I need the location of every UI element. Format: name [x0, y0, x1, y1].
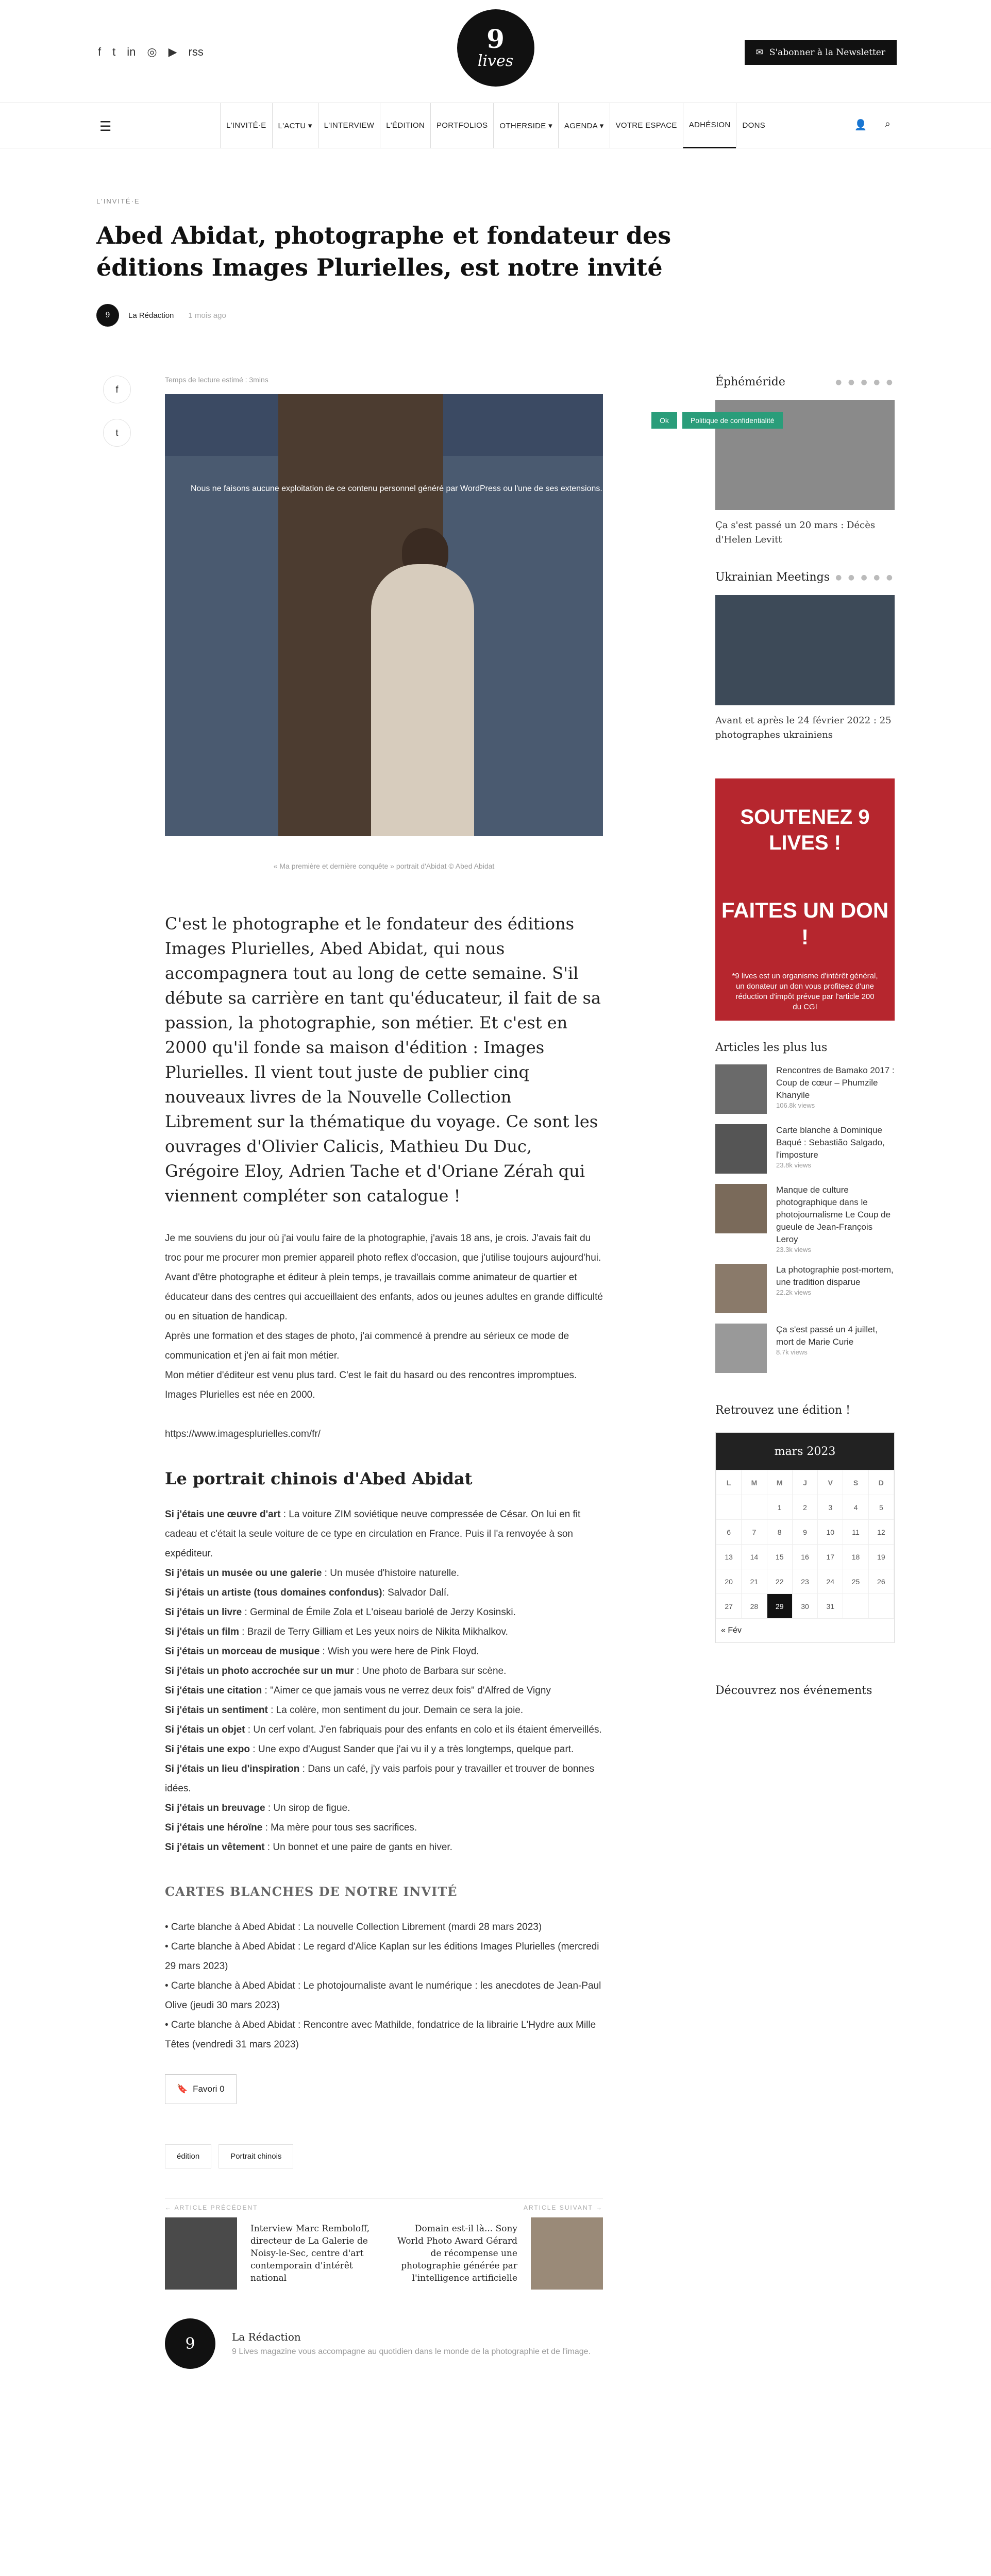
portrait-item: Si j'étais un film : Brazil de Terry Gilliam et Les yeux noirs de Nikita Mikhalkov. — [165, 1626, 508, 1637]
calendar-day — [868, 1594, 894, 1619]
list-item[interactable] — [715, 1184, 895, 1253]
donate-cta: FAITES UN DON ! — [721, 898, 889, 949]
instagram-icon[interactable]: ◎ — [147, 45, 157, 58]
linkedin-icon[interactable]: in — [127, 45, 136, 58]
social-links — [98, 45, 204, 59]
calendar-day — [742, 1495, 767, 1520]
reading-time: Temps de lecture estimé : 3mins — [165, 376, 268, 384]
calendar-day — [843, 1594, 868, 1619]
nav-item[interactable]: L'INTERVIEW — [318, 103, 380, 148]
nav-item[interactable]: AGENDA ▾ — [558, 103, 610, 148]
calendar-day[interactable]: 24 — [818, 1569, 843, 1594]
paragraph: Mon métier d'éditeur est venu plus tard. C'est le fait du hasard ou des rencontres impromptues. — [165, 1370, 577, 1381]
portrait-label: Si j'étais un musée ou une galerie — [165, 1568, 322, 1579]
calendar-day[interactable]: 28 — [742, 1594, 767, 1619]
slider-dots[interactable]: ● ● ● ● ● — [835, 378, 895, 386]
view-count: 106.8k views — [776, 1101, 815, 1109]
nav-item[interactable]: L'ACTU ▾ — [272, 103, 318, 148]
view-count: 8.7k views — [776, 1348, 808, 1356]
paragraph: Après une formation et des stages de photo, j'ai commencé à prendre au sérieux ce mode de communication et j'en ai fait mon métier. — [165, 1331, 569, 1361]
calendar-day[interactable]: 20 — [716, 1569, 742, 1594]
article-lead: C'est le photographe et le fondateur des éditions Images Plurielles, Abed Abidat, qui nous accompagnera tout au long de cette semaine. S'il débute sa carrière en tant qu'éducateur, il fait de sa passion, la photographie, son métier. Et c'est en 2000 qu'il fonde sa maison d'édition : Images Plurielles. Il vient tout juste de publier cinq nouveaux livres de la Nouvelle Collection Librement sur la thématique du voyage. Ce sont les ouvrages d'Olivier Calicis, Mathieu Du Duc, Grégoire Eloy, Adrien Tache et d'Oriane Zérah qui viennent compléter son catalogue ! — [165, 914, 601, 1206]
calendar-grid — [716, 1470, 894, 1619]
menu-icon[interactable]: ☰ — [99, 118, 112, 134]
calendar-day[interactable]: 31 — [818, 1594, 843, 1619]
calendar-weekday: V — [818, 1470, 843, 1495]
featured-image — [165, 394, 603, 836]
popular-thumb[interactable] — [715, 1264, 767, 1313]
calendar-day[interactable]: 11 — [843, 1520, 868, 1545]
portrait-item: Si j'étais une citation : "Aimer ce que jamais vous ne verrez deux fois" d'Alfred de Vigny — [165, 1685, 551, 1696]
youtube-icon[interactable]: ▶ — [168, 45, 177, 58]
newsletter-button[interactable] — [745, 40, 897, 65]
calendar-month: mars 2023 — [716, 1433, 894, 1470]
calendar-day[interactable]: 12 — [868, 1520, 894, 1545]
calendar-day[interactable]: 27 — [716, 1594, 742, 1619]
ukrainian-caption[interactable]: Avant et après le 24 février 2022 : 25 photographes ukrainiens — [715, 715, 892, 740]
search-icon[interactable]: ⌕ — [884, 118, 891, 130]
bookmark-icon: 🔖 — [177, 2084, 188, 2094]
privacy-policy-button[interactable]: Politique de confidentialité — [682, 412, 783, 429]
paragraph: Je me souviens du jour où j'ai voulu faire de la photographie, j'avais 18 ans, je crois. J'avais fait du troc pour me procurer mon premier appareil photo reflex d'occasion, que j'utilise toujours aujourd'hui. — [165, 1233, 601, 1263]
view-count: 23.3k views — [776, 1246, 811, 1253]
portrait-item: Si j'étais une œuvre d'art : La voiture ZIM soviétique neuve compressée de César. On lui en fit cadeau et c'était la seule voiture de ce type en circulation en France. Puis il l'a renvoyée à son expéditeur. — [165, 1509, 581, 1559]
favorite-label: Favori 0 — [193, 2084, 225, 2094]
list-item[interactable] — [715, 1264, 895, 1313]
portrait-label: Si j'étais un photo accrochée sur un mur — [165, 1666, 354, 1676]
calendar-day[interactable]: 25 — [843, 1569, 868, 1594]
donate-banner[interactable] — [715, 778, 895, 1021]
calendar-day[interactable]: 10 — [818, 1520, 843, 1545]
view-count: 23.8k views — [776, 1161, 811, 1169]
tag-list — [165, 2144, 603, 2168]
portrait-label: Si j'étais un artiste (tous domaines confondus) — [165, 1587, 382, 1598]
article-category[interactable]: L'INVITÉ·E — [96, 197, 140, 205]
popular-title: Articles les plus lus — [715, 1041, 828, 1054]
calendar-day[interactable]: 29 — [767, 1594, 792, 1619]
twitter-share-icon[interactable]: t — [103, 419, 131, 447]
calendar-day[interactable]: 14 — [742, 1545, 767, 1569]
calendar-day[interactable]: 3 — [818, 1495, 843, 1520]
calendar-day[interactable]: 6 — [716, 1520, 742, 1545]
calendar-day — [716, 1495, 742, 1520]
popular-thumb[interactable] — [715, 1064, 767, 1114]
calendar-day[interactable]: 13 — [716, 1545, 742, 1569]
portrait-heading: Le portrait chinois d'Abed Abidat — [165, 1469, 473, 1488]
calendar-day[interactable]: 23 — [792, 1569, 817, 1594]
portrait-label: Si j'étais un vêtement — [165, 1842, 265, 1853]
popular-title-link[interactable]: Ça s'est passé un 4 juillet, mort de Marie Curie — [776, 1325, 878, 1347]
facebook-icon[interactable]: f — [98, 45, 102, 58]
tag[interactable]: édition — [165, 2144, 211, 2168]
widget-title — [715, 376, 895, 388]
ephemeride-caption[interactable]: Ça s'est passé un 20 mars : Décès d'Helen Levitt — [715, 520, 876, 545]
author-name[interactable]: La Rédaction — [128, 311, 174, 320]
calendar-day[interactable]: 22 — [767, 1569, 792, 1594]
calendar-day[interactable]: 8 — [767, 1520, 792, 1545]
portrait-label: Si j'étais une héroïne — [165, 1822, 263, 1833]
popular-title-link[interactable]: Rencontres de Bamako 2017 : Coup de cœur – Phumzile Khanyile — [776, 1065, 895, 1100]
calendar-day[interactable]: 21 — [742, 1569, 767, 1594]
portrait-label: Si j'étais une œuvre d'art — [165, 1509, 281, 1520]
nav-item[interactable]: PORTFOLIOS — [430, 103, 493, 148]
portrait-label: Si j'étais un lieu d'inspiration — [165, 1764, 300, 1774]
portrait-item: Si j'étais une héroïne : Ma mère pour tous ses sacrifices. — [165, 1822, 417, 1833]
next-label: ARTICLE SUIVANT → — [523, 2204, 603, 2211]
external-link[interactable]: https://www.imagesplurielles.com/fr/ — [165, 1429, 321, 1439]
portrait-item: Si j'étais un musée ou une galerie : Un musée d'histoire naturelle. — [165, 1568, 459, 1579]
calendar-day[interactable]: 30 — [792, 1594, 817, 1619]
carte-link[interactable]: • Carte blanche à Abed Abidat : Rencontre avec Mathilde, fondatrice de la librairie L'Hydre aux Mille Têtes (vendredi 31 mars 2023) — [165, 2020, 596, 2050]
paragraph: Avant d'être photographe et éditeur à plein temps, je travaillais comme animateur de quartier et éducateur dans des centres qui accueillaient des enfants, ados ou jeunes adultes en grande difficulté ou en situation de handicap. — [165, 1272, 603, 1322]
next-post[interactable] — [392, 2217, 603, 2290]
facebook-share-icon[interactable]: f — [103, 376, 131, 403]
edition-title: Retrouvez une édition ! — [715, 1404, 851, 1417]
logo-number: 9 — [486, 23, 505, 54]
list-item[interactable] — [715, 1124, 895, 1174]
calendar-day[interactable]: 26 — [868, 1569, 894, 1594]
portrait-item: Si j'étais une expo : Une expo d'August Sander que j'ai vu il y a très longtemps, quelque part. — [165, 1744, 574, 1755]
portrait-label: Si j'étais un livre — [165, 1607, 242, 1618]
nav-item[interactable]: L'INVITÉ·E — [220, 103, 272, 148]
portrait-label: Si j'étais un film — [165, 1626, 239, 1637]
portrait-item: Si j'étais un objet : Un cerf volant. J'en fabriquais pour des enfants en colo et ils étaient émerveillés. — [165, 1724, 602, 1735]
portrait-item: Si j'étais un morceau de musique : Wish you were here de Pink Floyd. — [165, 1646, 479, 1657]
nav-item[interactable]: OTHERSIDE ▾ — [493, 103, 558, 148]
privacy-notice: Nous ne faisons aucune exploitation de ce contenu personnel généré par WordPress ou l'une de ses extensions. — [191, 484, 602, 493]
share-buttons — [103, 376, 131, 447]
list-item[interactable] — [715, 1064, 895, 1114]
nav-item[interactable]: ADHÉSION — [683, 103, 736, 148]
author-avatar[interactable]: 9 — [165, 2318, 215, 2369]
user-icon[interactable]: 👤 — [854, 120, 867, 131]
ephemeride-title: Éphéméride — [715, 376, 785, 388]
author-box — [165, 2318, 603, 2369]
calendar-day[interactable]: 7 — [742, 1520, 767, 1545]
calendar-day[interactable]: 4 — [843, 1495, 868, 1520]
donate-note: *9 lives est un organisme d'intérêt général, un donateur un don vous profiteez d'une réduction d'impôt prévue par l'article 200 du CGI — [732, 972, 878, 1011]
main-nav — [0, 103, 991, 148]
popular-thumb[interactable] — [715, 1324, 767, 1373]
calendar-day[interactable]: 9 — [792, 1520, 817, 1545]
calendar-weekday: D — [868, 1470, 894, 1495]
calendar-weekday: M — [767, 1470, 792, 1495]
portrait-label: Si j'étais une citation — [165, 1685, 262, 1696]
ukrainian-image[interactable] — [715, 595, 895, 705]
rss-icon[interactable]: rss — [188, 45, 204, 58]
post-navigation — [165, 2198, 603, 2290]
prev-title[interactable]: Interview Marc Remboloff, directeur de La Galerie de Noisy-le-Sec, centre d'art contemporain d'intérêt national — [250, 2224, 369, 2283]
cookie-ok-button[interactable]: Ok — [651, 412, 677, 429]
carte-link[interactable]: • Carte blanche à Abed Abidat : Le photojournaliste avant le numérique : les anecdotes de Jean-Paul Olive (jeudi 30 mars 2023) — [165, 1980, 601, 2011]
list-item[interactable] — [715, 1324, 895, 1373]
image-caption: « Ma première et dernière conquête » portrait d'Abidat © Abed Abidat — [273, 862, 495, 870]
prev-label: ← ARTICLE PRÉCÉDENT — [165, 2204, 258, 2211]
calendar-weekday: M — [742, 1470, 767, 1495]
calendar-weekday: J — [792, 1470, 817, 1495]
portrait-item: Si j'étais un vêtement : Un bonnet et une paire de gants en hiver. — [165, 1842, 452, 1853]
favorite-button[interactable] — [165, 2074, 237, 2104]
next-thumbnail[interactable] — [531, 2217, 603, 2290]
popular-title-link[interactable]: La photographie post-mortem, une tradition disparue — [776, 1265, 894, 1287]
article-body — [165, 376, 603, 2369]
portrait-item: Si j'étais un sentiment : La colère, mon sentiment du jour. Demain ce sera la joie. — [165, 1705, 524, 1716]
popular-title-link[interactable]: Manque de culture photographique dans le photojournalisme Le Coup de gueule de Jean-François Leroy — [776, 1185, 891, 1244]
tag[interactable]: Portrait chinois — [219, 2144, 293, 2168]
popular-thumb[interactable] — [715, 1124, 767, 1174]
portrait-label: Si j'étais un sentiment — [165, 1705, 268, 1716]
portrait-item: Si j'étais un lieu d'inspiration : Dans un café, j'y vais parfois pour y travailler et trouver de bonnes idées. — [165, 1764, 595, 1794]
widget-title — [715, 571, 895, 584]
portrait-list — [165, 1505, 603, 1857]
calendar-day[interactable]: 5 — [868, 1495, 894, 1520]
top-header — [0, 0, 991, 103]
calendar-prev[interactable]: « Fév — [721, 1626, 742, 1635]
popular-articles — [715, 1041, 895, 1373]
portrait-label: Si j'étais une expo — [165, 1744, 250, 1755]
slider-dots[interactable]: ● ● ● ● ● — [835, 573, 895, 582]
next-title[interactable]: Domain est-il là... Sony World Photo Award Gérard de récompense une photographie générée par l'intelligence artificielle — [397, 2224, 517, 2283]
calendar-weekday: L — [716, 1470, 742, 1495]
site-logo[interactable] — [457, 9, 534, 87]
carte-link[interactable]: • Carte blanche à Abed Abidat : La nouvelle Collection Librement (mardi 28 mars 2023) — [165, 1922, 542, 1933]
popular-thumb[interactable] — [715, 1184, 767, 1233]
calendar-weekday: S — [843, 1470, 868, 1495]
events-title[interactable]: Découvrez nos événements — [715, 1684, 872, 1697]
portrait-item: Si j'étais un breuvage : Un sirop de figue. — [165, 1803, 350, 1814]
calendar-day[interactable]: 16 — [792, 1545, 817, 1569]
calendar-day[interactable]: 15 — [767, 1545, 792, 1569]
author-line — [96, 304, 991, 327]
portrait-item: Si j'étais un livre : Germinal de Émile Zola et L'oiseau bariolé de Jerzy Kosinski. — [165, 1607, 516, 1618]
portrait-item: Si j'étais un photo accrochée sur un mur : Une photo de Barbara sur scène. — [165, 1666, 507, 1676]
calendar-day[interactable]: 17 — [818, 1545, 843, 1569]
cartes-heading: CARTES BLANCHES DE NOTRE INVITÉ — [165, 1884, 458, 1899]
prev-post[interactable] — [165, 2217, 376, 2290]
article-header — [0, 148, 991, 327]
portrait-label: Si j'étais un objet — [165, 1724, 245, 1735]
paragraph: Images Plurielles est née en 2000. — [165, 1389, 315, 1400]
portrait-label: Si j'étais un morceau de musique — [165, 1646, 320, 1657]
carte-link[interactable]: • Carte blanche à Abed Abidat : Le regard d'Alice Kaplan sur les éditions Images Plurielles (mercredi 29 mars 2023) — [165, 1941, 599, 1972]
view-count: 22.2k views — [776, 1289, 811, 1296]
donate-heading: SOUTENEZ 9 LIVES ! — [740, 806, 870, 854]
portrait-label: Si j'étais un breuvage — [165, 1803, 265, 1814]
avatar[interactable]: 9 — [96, 304, 119, 327]
mail-icon: ✉ — [755, 47, 763, 58]
prev-thumbnail[interactable] — [165, 2217, 237, 2290]
calendar — [715, 1432, 895, 1643]
calendar-day[interactable]: 1 — [767, 1495, 792, 1520]
author-box-name[interactable]: La Rédaction — [232, 2331, 301, 2343]
portrait-item: Si j'étais un artiste (tous domaines confondus): Salvador Dalí. — [165, 1587, 449, 1598]
twitter-icon[interactable]: t — [112, 45, 116, 58]
newsletter-label: S'abonner à la Newsletter — [769, 47, 885, 58]
nav-item[interactable]: DONS — [736, 103, 771, 148]
page-title: Abed Abidat, photographe et fondateur des éditions Images Plurielles, est notre invité — [96, 222, 671, 281]
calendar-day[interactable]: 19 — [868, 1545, 894, 1569]
cookie-bar — [651, 412, 783, 429]
popular-title-link[interactable]: Carte blanche à Dominique Baqué : Sebastião Salgado, l'imposture — [776, 1125, 885, 1160]
author-box-desc: 9 Lives magazine vous accompagne au quotidien dans le monde de la photographie et de l'image. — [232, 2347, 591, 2356]
nav-item[interactable]: VOTRE ESPACE — [610, 103, 683, 148]
post-date: 1 mois ago — [188, 311, 226, 320]
calendar-day[interactable]: 18 — [843, 1545, 868, 1569]
logo-text: lives — [477, 52, 514, 70]
ukrainian-title: Ukrainian Meetings — [715, 571, 830, 584]
sidebar — [715, 376, 895, 1697]
calendar-day[interactable]: 2 — [792, 1495, 817, 1520]
nav-item[interactable]: L'ÉDITION — [380, 103, 430, 148]
